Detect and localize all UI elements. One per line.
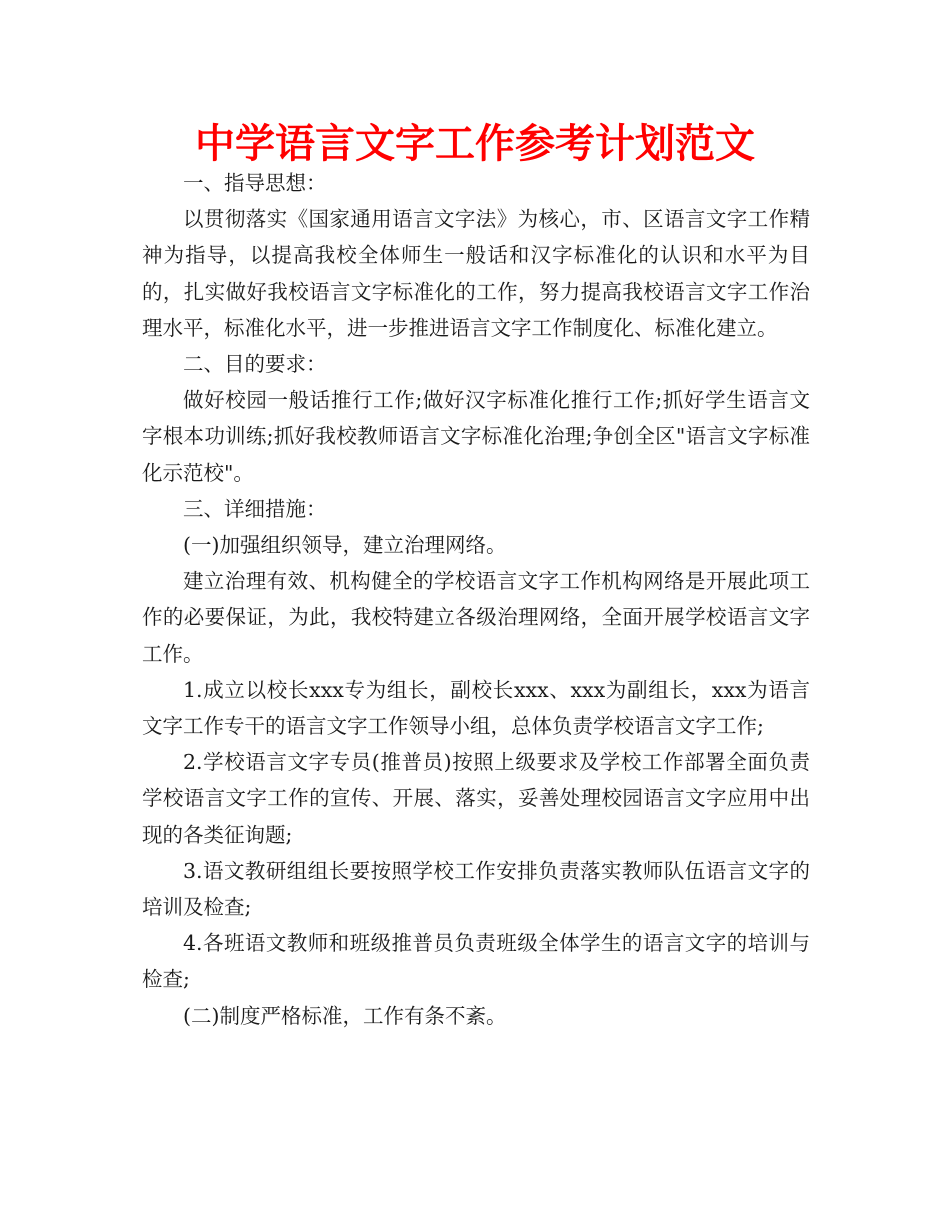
section-heading-goals: 二、目的要求：	[183, 352, 327, 377]
list-item-4: 4.各班语文教师和班级推普员负责班级全体学生的语言文字的培训与检查;	[142, 931, 810, 992]
list-item-3: 3.语文教研组组长要按照学校工作安排负责落实教师队伍语言文字的培训及检查;	[142, 858, 810, 920]
document-title: 中学语言文字工作参考计划范文	[195, 121, 755, 167]
list-item-2: 2.学校语言文字专员(推普员)按照上级要求及学校工作部署全面负责学校语言文字工作的宣传、开展、落实，妥善处理校园语言文字应用中出现的各类征询题;	[142, 750, 810, 847]
subsection-heading-organization: (一)加强组织领导，建立治理网络。	[183, 533, 507, 558]
section-heading-measures: 三、详细措施：	[183, 496, 327, 521]
document-body	[142, 165, 810, 1034]
paragraph-organization: 建立治理有效、机构健全的学校语言文字工作机构网络是开展此项工作的必要保证，为此，我校特建立各级治理网络，全面开展学校语言文字工作。	[142, 569, 810, 666]
paragraph-goals: 做好校园一般话推行工作;做好汉字标准化推行工作;抓好学生语言文字根本功训练;抓好我校教师语言文字标准化治理;争创全区"语言文字标准化示范校"。	[142, 388, 810, 485]
section-heading-guiding-thought: 一、指导思想：	[183, 171, 327, 195]
list-item-1: 1.成立以校长xxx专为组长，副校长xxx、xxx为副组长，xxx为语言文字工作专干的语言文字工作领导小组，总体负责学校语言文字工作;	[142, 677, 810, 739]
paragraph-guiding-thought: 以贯彻落实《国家通用语言文字法》为核心，市、区语言文字工作精神为指导，以提高我校全体师生一般话和汉字标准化的认识和水平为目的，扎实做好我校语言文字标准化的工作，努力提高我校语言文字工作治理水平，标准化水平，进一步推进语言文字工作制度化、标准化建立。	[142, 207, 810, 340]
subsection-heading-system: (二)制度严格标准，工作有条不紊。	[183, 1003, 507, 1028]
